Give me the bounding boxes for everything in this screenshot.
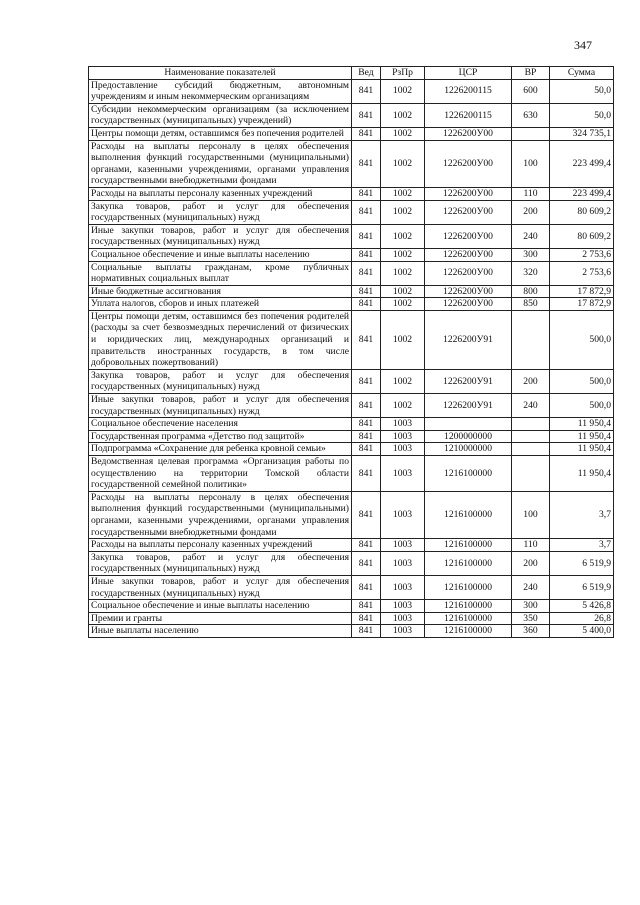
cell-sum: 17 872,9 xyxy=(550,298,614,311)
cell-rzpr: 1002 xyxy=(381,79,425,103)
cell-ved: 841 xyxy=(352,430,381,443)
cell-sum: 223 499,4 xyxy=(550,140,614,187)
cell-rzpr: 1003 xyxy=(381,551,425,575)
cell-csr: 1226200У91 xyxy=(425,394,512,418)
table-row xyxy=(89,625,614,638)
cell-csr: 1216100000 xyxy=(425,539,512,552)
cell-name: Иные закупки товаров, работ и услуг для обеспечения государственных (муниципальных) нужд xyxy=(89,224,352,248)
cell-sum: 2 753,6 xyxy=(550,261,614,285)
cell-rzpr: 1002 xyxy=(381,248,425,261)
header-sum: Сумма xyxy=(550,67,614,80)
cell-ved: 841 xyxy=(352,625,381,638)
page-number: 347 xyxy=(574,38,592,52)
cell-sum: 11 950,4 xyxy=(550,443,614,456)
cell-rzpr: 1003 xyxy=(381,430,425,443)
cell-sum: 50,0 xyxy=(550,103,614,127)
cell-sum: 26,8 xyxy=(550,612,614,625)
cell-ved: 841 xyxy=(352,491,381,538)
cell-ved: 841 xyxy=(352,575,381,599)
cell-vr xyxy=(512,418,550,431)
cell-csr: 1226200У00 xyxy=(425,140,512,187)
cell-name: Социальные выплаты гражданам, кроме публичных нормативных социальных выплат xyxy=(89,261,352,285)
budget-table xyxy=(88,66,614,638)
cell-sum: 5 426,8 xyxy=(550,600,614,613)
cell-vr: 100 xyxy=(512,491,550,538)
cell-sum: 80 609,2 xyxy=(550,224,614,248)
cell-csr: 1226200У00 xyxy=(425,200,512,224)
cell-vr: 850 xyxy=(512,298,550,311)
cell-csr xyxy=(425,418,512,431)
cell-csr: 1216100000 xyxy=(425,600,512,613)
cell-rzpr: 1003 xyxy=(381,625,425,638)
cell-sum: 2 753,6 xyxy=(550,248,614,261)
table-row xyxy=(89,298,614,311)
cell-csr: 1226200У00 xyxy=(425,187,512,200)
cell-rzpr: 1003 xyxy=(381,443,425,456)
table-row xyxy=(89,430,614,443)
cell-rzpr: 1003 xyxy=(381,491,425,538)
table-row xyxy=(89,394,614,418)
table-row xyxy=(89,418,614,431)
cell-rzpr: 1002 xyxy=(381,103,425,127)
cell-vr: 240 xyxy=(512,575,550,599)
table-row xyxy=(89,575,614,599)
cell-rzpr: 1003 xyxy=(381,575,425,599)
cell-rzpr: 1003 xyxy=(381,418,425,431)
table-row xyxy=(89,600,614,613)
cell-name: Закупка товаров, работ и услуг для обеспечения государственных (муниципальных) нужд xyxy=(89,200,352,224)
cell-rzpr: 1003 xyxy=(381,612,425,625)
cell-name: Расходы на выплаты персоналу в целях обеспечения выполнения функций государственными (муниципальными) органами, казенными учреждениями, органами управления государственными внебюджетными фондами xyxy=(89,491,352,538)
table-row xyxy=(89,612,614,625)
cell-rzpr: 1003 xyxy=(381,456,425,492)
cell-name: Предоставление субсидий бюджетным, автономным учреждениям и иным некоммерческим организациям xyxy=(89,79,352,103)
cell-ved: 841 xyxy=(352,418,381,431)
cell-name: Расходы на выплаты персоналу казенных учреждений xyxy=(89,539,352,552)
table-row xyxy=(89,79,614,103)
cell-csr: 1226200У00 xyxy=(425,298,512,311)
cell-name: Закупка товаров, работ и услуг для обеспечения государственных (муниципальных) нужд xyxy=(89,551,352,575)
cell-sum: 223 499,4 xyxy=(550,187,614,200)
cell-vr: 360 xyxy=(512,625,550,638)
cell-csr: 1226200У00 xyxy=(425,285,512,298)
table-row xyxy=(89,285,614,298)
cell-ved: 841 xyxy=(352,248,381,261)
cell-ved: 841 xyxy=(352,551,381,575)
cell-ved: 841 xyxy=(352,443,381,456)
cell-rzpr: 1002 xyxy=(381,369,425,393)
cell-vr: 350 xyxy=(512,612,550,625)
cell-rzpr: 1002 xyxy=(381,285,425,298)
cell-ved: 841 xyxy=(352,539,381,552)
cell-vr xyxy=(512,443,550,456)
header-name: Наименование показателей xyxy=(89,67,352,80)
cell-vr: 300 xyxy=(512,600,550,613)
cell-csr: 1216100000 xyxy=(425,612,512,625)
cell-sum: 11 950,4 xyxy=(550,430,614,443)
cell-vr: 200 xyxy=(512,369,550,393)
cell-csr: 1216100000 xyxy=(425,456,512,492)
cell-name: Премии и гранты xyxy=(89,612,352,625)
cell-ved: 841 xyxy=(352,310,381,369)
cell-vr: 200 xyxy=(512,200,550,224)
table-row xyxy=(89,310,614,369)
cell-vr xyxy=(512,127,550,140)
header-csr: ЦСР xyxy=(425,67,512,80)
cell-csr: 1216100000 xyxy=(425,491,512,538)
cell-name: Иные выплаты населению xyxy=(89,625,352,638)
cell-sum: 6 519,9 xyxy=(550,575,614,599)
cell-ved: 841 xyxy=(352,285,381,298)
cell-name: Иные закупки товаров, работ и услуг для обеспечения государственных (муниципальных) нужд xyxy=(89,394,352,418)
cell-ved: 841 xyxy=(352,140,381,187)
table-row xyxy=(89,224,614,248)
cell-rzpr: 1002 xyxy=(381,298,425,311)
cell-vr: 630 xyxy=(512,103,550,127)
table-row xyxy=(89,456,614,492)
table-row xyxy=(89,443,614,456)
cell-sum: 500,0 xyxy=(550,369,614,393)
cell-name: Уплата налогов, сборов и иных платежей xyxy=(89,298,352,311)
cell-vr: 800 xyxy=(512,285,550,298)
cell-rzpr: 1002 xyxy=(381,394,425,418)
cell-vr: 600 xyxy=(512,79,550,103)
cell-ved: 841 xyxy=(352,600,381,613)
cell-name: Центры помощи детям, оставшимся без попечения родителей xyxy=(89,127,352,140)
cell-sum: 500,0 xyxy=(550,394,614,418)
cell-vr: 200 xyxy=(512,551,550,575)
cell-sum: 3,7 xyxy=(550,539,614,552)
table-row xyxy=(89,539,614,552)
cell-sum: 324 735,1 xyxy=(550,127,614,140)
cell-ved: 841 xyxy=(352,261,381,285)
cell-vr: 100 xyxy=(512,140,550,187)
cell-rzpr: 1002 xyxy=(381,224,425,248)
table-row xyxy=(89,200,614,224)
cell-vr: 110 xyxy=(512,539,550,552)
cell-csr: 1216100000 xyxy=(425,625,512,638)
cell-ved: 841 xyxy=(352,224,381,248)
cell-vr: 300 xyxy=(512,248,550,261)
cell-csr: 1216100000 xyxy=(425,551,512,575)
cell-csr: 1226200У91 xyxy=(425,369,512,393)
cell-ved: 841 xyxy=(352,103,381,127)
cell-name: Государственная программа «Детство под защитой» xyxy=(89,430,352,443)
cell-sum: 3,7 xyxy=(550,491,614,538)
table-row xyxy=(89,187,614,200)
cell-vr xyxy=(512,310,550,369)
cell-csr: 1200000000 xyxy=(425,430,512,443)
cell-name: Подпрограмма «Сохранение для ребенка кровной семьи» xyxy=(89,443,352,456)
table-row xyxy=(89,140,614,187)
cell-vr: 240 xyxy=(512,394,550,418)
cell-name: Иные бюджетные ассигнования xyxy=(89,285,352,298)
cell-csr: 1226200115 xyxy=(425,103,512,127)
cell-vr: 110 xyxy=(512,187,550,200)
cell-csr: 1226200У00 xyxy=(425,127,512,140)
cell-name: Ведомственная целевая программа «Организация работы по осуществлению на территории Томской области государственной семейной политики» xyxy=(89,456,352,492)
table-row xyxy=(89,369,614,393)
cell-sum: 6 519,9 xyxy=(550,551,614,575)
cell-name: Расходы на выплаты персоналу казенных учреждений xyxy=(89,187,352,200)
table-row xyxy=(89,261,614,285)
cell-rzpr: 1002 xyxy=(381,261,425,285)
header-ved: Вед xyxy=(352,67,381,80)
cell-name: Закупка товаров, работ и услуг для обеспечения государственных (муниципальных) нужд xyxy=(89,369,352,393)
cell-sum: 80 609,2 xyxy=(550,200,614,224)
cell-rzpr: 1002 xyxy=(381,127,425,140)
cell-csr: 1226200У00 xyxy=(425,261,512,285)
table-row xyxy=(89,248,614,261)
cell-csr: 1226200У00 xyxy=(425,224,512,248)
table-row xyxy=(89,103,614,127)
cell-name: Социальное обеспечение и иные выплаты населению xyxy=(89,248,352,261)
cell-vr: 320 xyxy=(512,261,550,285)
cell-name: Центры помощи детям, оставшимся без попечения родителей (расходы за счет безвозмездных перечислений от физических и юридических лиц, международных организаций и правительств иностранных государств, в том числе добровольных пожертвований) xyxy=(89,310,352,369)
cell-ved: 841 xyxy=(352,298,381,311)
cell-ved: 841 xyxy=(352,187,381,200)
cell-sum: 11 950,4 xyxy=(550,456,614,492)
cell-vr xyxy=(512,430,550,443)
cell-ved: 841 xyxy=(352,200,381,224)
header-rzpr: РзПр xyxy=(381,67,425,80)
cell-name: Расходы на выплаты персоналу в целях обеспечения выполнения функций государственными (муниципальными) органами, казенными учреждениями, органами управления государственными внебюджетными фондами xyxy=(89,140,352,187)
cell-vr: 240 xyxy=(512,224,550,248)
cell-vr xyxy=(512,456,550,492)
cell-sum: 50,0 xyxy=(550,79,614,103)
cell-sum: 17 872,9 xyxy=(550,285,614,298)
table-row xyxy=(89,551,614,575)
cell-ved: 841 xyxy=(352,127,381,140)
cell-csr: 1226200У00 xyxy=(425,248,512,261)
cell-rzpr: 1003 xyxy=(381,600,425,613)
cell-ved: 841 xyxy=(352,79,381,103)
cell-name: Социальное обеспечение и иные выплаты населению xyxy=(89,600,352,613)
table-row xyxy=(89,491,614,538)
cell-name: Иные закупки товаров, работ и услуг для обеспечения государственных (муниципальных) нужд xyxy=(89,575,352,599)
cell-sum: 500,0 xyxy=(550,310,614,369)
cell-sum: 5 400,0 xyxy=(550,625,614,638)
cell-rzpr: 1002 xyxy=(381,187,425,200)
cell-name: Социальное обеспечение населения xyxy=(89,418,352,431)
cell-csr: 1226200115 xyxy=(425,79,512,103)
cell-ved: 841 xyxy=(352,394,381,418)
cell-rzpr: 1002 xyxy=(381,310,425,369)
header-vr: ВР xyxy=(512,67,550,80)
cell-rzpr: 1003 xyxy=(381,539,425,552)
cell-rzpr: 1002 xyxy=(381,140,425,187)
table-header-row xyxy=(89,67,614,80)
table-row xyxy=(89,127,614,140)
cell-ved: 841 xyxy=(352,612,381,625)
cell-ved: 841 xyxy=(352,369,381,393)
cell-name: Субсидии некоммерческим организациям (за исключением государственных (муниципальных) учреждений) xyxy=(89,103,352,127)
cell-csr: 1210000000 xyxy=(425,443,512,456)
table-body xyxy=(89,79,614,637)
cell-csr: 1226200У91 xyxy=(425,310,512,369)
cell-sum: 11 950,4 xyxy=(550,418,614,431)
cell-rzpr: 1002 xyxy=(381,200,425,224)
cell-ved: 841 xyxy=(352,456,381,492)
cell-csr: 1216100000 xyxy=(425,575,512,599)
